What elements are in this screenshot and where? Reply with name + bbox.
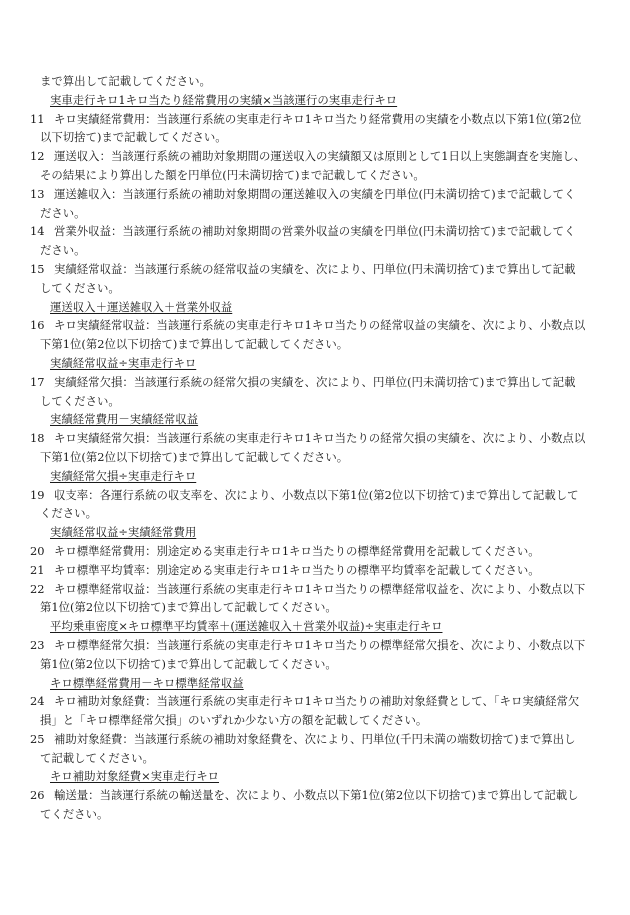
item-number: 22 — [30, 581, 45, 596]
continuation-line: 第1位(第2位以下切捨て)まで算出して記載してください。 — [40, 656, 337, 671]
list-item — [0, 185, 630, 204]
continuation-line: 損」と「キロ標準経常欠損」のいずれか少ない方の額を記載してください。 — [40, 713, 428, 728]
continuation-line: てください。 — [40, 807, 109, 822]
continuation-line: ください。 — [40, 506, 97, 521]
list-item — [0, 429, 630, 448]
item-text: 運送収入：当該運行系統の補助対象期間の運送収入の実績額又は原則として1日以上実態調査を実施し、 — [54, 149, 586, 164]
formula-line: キロ標準経常費用－キロ標準経常収益 — [50, 675, 244, 690]
item-number: 26 — [30, 788, 45, 803]
continuation-line: まで算出して記載してください。 — [40, 74, 211, 88]
continuation-line: 以下切捨て)まで記載してください。 — [40, 130, 227, 145]
item-text: キロ実績経常費用：当該運行系統の実車走行キロ1キロ当たり経常費用の実績を小数点以下第1位(第2位 — [54, 111, 582, 126]
formula-line: 実績経常収益÷実車走行キロ — [50, 355, 197, 370]
continuation-line: してください。 — [40, 393, 120, 408]
item-text: 収支率：各運行系統の収支率を、次により、小数点以下第1位(第2位以下切捨て)まで算出して記載して — [54, 487, 579, 502]
item-text: キロ標準平均賃率：別途定める実車走行キロ1キロ当たりの標準平均賃率を記載してください。 — [54, 562, 540, 577]
item-text: キロ標準経常収益：当該運行系統の実車走行キロ1キロ当たりの標準経常収益を、次により、小数点以下 — [54, 581, 586, 596]
continuation-line: ださい。 — [40, 243, 86, 258]
formula-line: 実績経常収益÷実績経常費用 — [50, 525, 197, 540]
continuation-line: その結果により算出した額を円単位(円未満切捨て)まで記載してください。 — [40, 167, 425, 182]
item-text: 輸送量：当該運行系統の輸送量を、次により、小数点以下第1位(第2位以下切捨て)まで算出して記載し — [54, 788, 579, 803]
list-item — [0, 561, 630, 580]
list-item — [0, 147, 630, 166]
continuation-line: 下第1位(第2位以下切捨て)まで算出して記載してください。 — [40, 337, 349, 352]
continuation-line: て記載してください。 — [40, 750, 154, 765]
list-item — [0, 110, 630, 129]
item-text: 営業外収益：当該運行系統の補助対象期間の営業外収益の実績を円単位(円未満切捨て)まで記載してく — [54, 224, 576, 239]
list-item — [0, 692, 630, 711]
list-item — [0, 260, 630, 279]
item-number: 21 — [30, 562, 45, 577]
list-item — [0, 636, 630, 655]
continuation-line: ださい。 — [40, 205, 86, 220]
list-item — [0, 730, 630, 749]
item-text: 補助対象経費：当該運行系統の補助対象経費を、次により、円単位(千円未満の端数切捨て)まで算出し — [54, 731, 576, 746]
item-number: 16 — [30, 318, 45, 333]
item-number: 24 — [30, 694, 45, 709]
item-text: キロ実績経常収益：当該運行系統の実車走行キロ1キロ当たりの経常収益の実績を、次により、小数点以 — [54, 318, 586, 333]
continuation-line: してください。 — [40, 280, 120, 295]
formula-line: 運送収入＋運送雑収入＋営業外収益 — [50, 299, 233, 314]
formula-line: 実績経常欠損÷実車走行キロ — [50, 468, 197, 483]
item-text: キロ標準経常欠損：当該運行系統の実車走行キロ1キロ当たりの標準経常欠損を、次により、小数点以下 — [54, 637, 586, 652]
list-item — [0, 580, 630, 599]
item-number: 11 — [30, 111, 45, 126]
item-number: 23 — [30, 637, 45, 652]
continuation-line: 下第1位(第2位以下切捨て)まで算出して記載してください。 — [40, 449, 349, 464]
formula-line: キロ補助対象経費×実車走行キロ — [50, 769, 220, 784]
item-number: 20 — [30, 543, 45, 558]
item-text: 運送雑収入：当該運行系統の補助対象期間の運送雑収入の実績を円単位(円未満切捨て)まで記載してく — [54, 186, 576, 201]
item-number: 12 — [30, 149, 45, 164]
list-item — [0, 222, 630, 241]
list-item — [0, 542, 630, 561]
formula-line: 平均乗車密度×キロ標準平均賃率＋(運送雑収入＋営業外収益)÷実車走行キロ — [50, 619, 443, 634]
item-number: 25 — [30, 731, 45, 746]
list-item — [0, 786, 630, 805]
item-number: 19 — [30, 487, 45, 502]
formula-line: 実績経常費用－実績経常収益 — [50, 412, 199, 427]
list-item — [0, 486, 630, 505]
item-text: キロ実績経常欠損：当該運行系統の実車走行キロ1キロ当たりの経常欠損の実績を、次により、小数点以 — [54, 431, 586, 446]
item-number: 18 — [30, 431, 45, 446]
list-item — [0, 373, 630, 392]
item-text: 実績経常収益：当該運行系統の経常収益の実績を、次により、円単位(円未満切捨て)まで算出して記載 — [54, 261, 576, 276]
formula-line: 実車走行キロ1キロ当たり経常費用の実績×当該運行の実車走行キロ — [50, 92, 398, 107]
item-text: キロ補助対象経費：当該運行系統の実車走行キロ1キロ当たりの補助対象経費として、「キロ実績経常欠 — [54, 694, 580, 709]
item-number: 17 — [30, 374, 45, 389]
item-number: 15 — [30, 261, 45, 276]
item-text: 実績経常欠損：当該運行系統の経常欠損の実績を、次により、円単位(円未満切捨て)まで算出して記載 — [54, 374, 576, 389]
item-text: キロ標準経常費用：別途定める実車走行キロ1キロ当たりの標準経常費用を記載してください。 — [54, 543, 540, 558]
list-item — [0, 316, 630, 335]
continuation-line: 第1位(第2位以下切捨て)まで算出して記載してください。 — [40, 600, 337, 615]
document-body — [0, 72, 630, 824]
item-number: 13 — [30, 186, 45, 201]
item-number: 14 — [30, 224, 45, 239]
